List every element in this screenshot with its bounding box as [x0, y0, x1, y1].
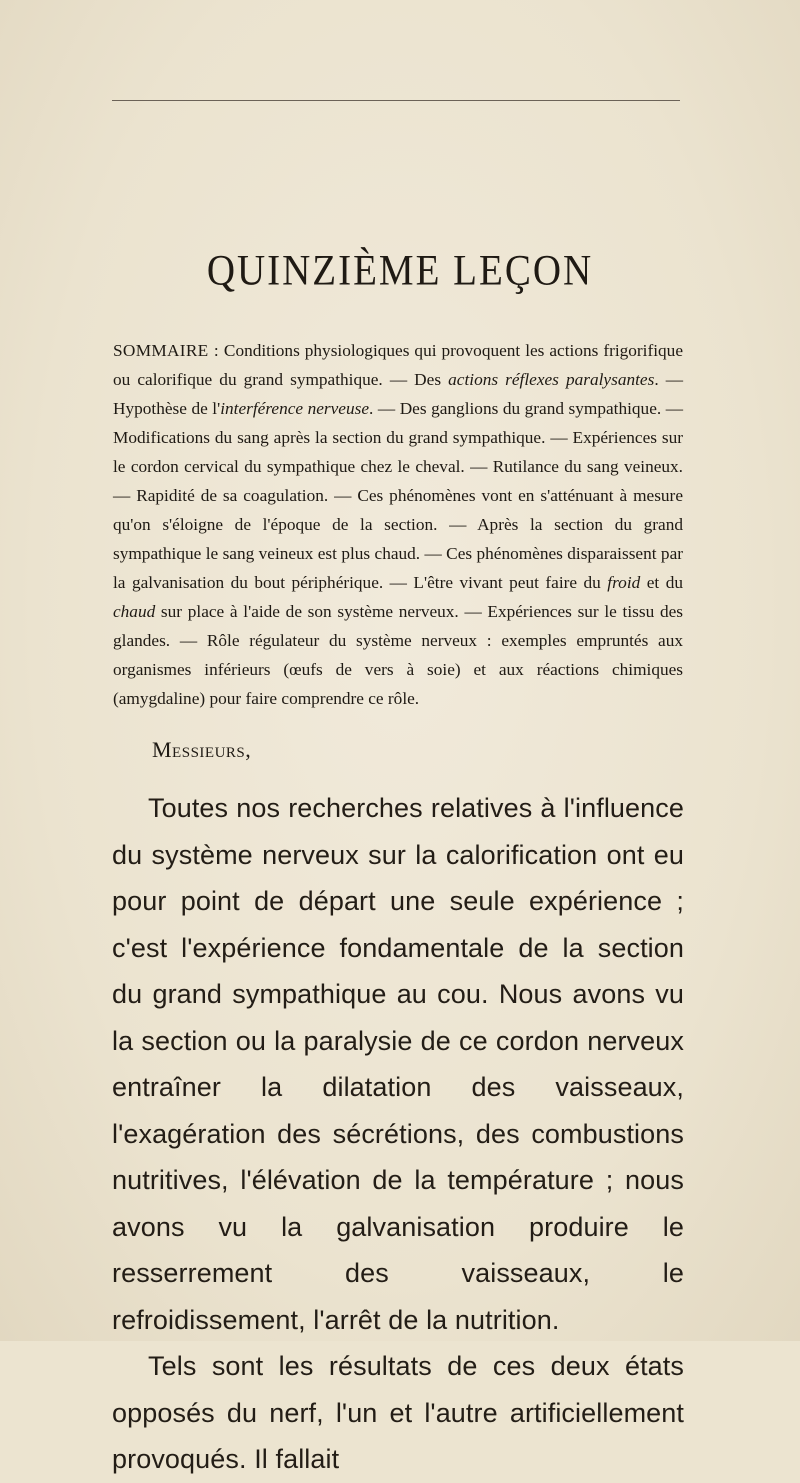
body-text	[112, 785, 684, 1483]
summary-text: Conditions physiologiques qui provoquent les actions frigorifique ou calorifique du grand sympathique. — Des	[113, 341, 683, 389]
lesson-title: QUINZIÈME LEÇON	[206, 246, 594, 295]
salutation: Messieurs,	[152, 737, 252, 762]
summary-text: . — Hypothèse de l'	[113, 370, 683, 418]
summary-label: SOMMAIRE :	[113, 341, 219, 360]
paragraph: Toutes nos recherches relatives à l'influence du système nerveux sur la calorification ont eu pour point de départ une seule expérience ; c'est l'expérience fondamentale de la section du grand sympathique au cou. Nous avons vu la section ou la paralysie de ce cordon nerveux entraîner la dilatation des vaisseaux, l'exagération des sécrétions, des combustions nutritives, l'élévation de la température ; nous avons vu la galvanisation produire le resserrement des vaisseaux, le refroidissement, l'arrêt de la nutrition.	[112, 793, 684, 1335]
summary-italic: froid	[607, 573, 641, 592]
summary-text: . — Des ganglions du grand sympathique. — Modifications du sang après la section du grand sympathique. — Expériences sur le cordon cervical du sympathique chez le cheval. — Rutilance du sang veineux. — Rapidité de sa coagulation. — Ces phénomènes vont en s'atténuant à mesure qu'on s'éloigne de l'époque de la section. — Après la section du grand sympathique le sang veineux est plus chaud. — Ces phénomènes disparaissent par la galvanisation du bout périphérique. — L'être vivant peut faire du	[113, 399, 683, 592]
paragraph: Tels sont les résultats de ces deux états opposés du nerf, l'un et l'autre artificiellement provoqués. Il fallait	[112, 1351, 684, 1474]
summary-text: et du	[640, 573, 683, 592]
summary-italic: interférence nerveuse	[220, 399, 370, 418]
summary-text: sur place à l'aide de son système nerveux. — Expériences sur le tissu des glandes. — Rôle régulateur du système nerveux : exemples empruntés aux organismes inférieurs (œufs de vers à soie) et aux réactions chimiques (amygdaline) pour faire comprendre ce rôle.	[113, 602, 683, 708]
summary-italic: chaud	[113, 602, 156, 621]
header-rule	[112, 100, 680, 101]
summary-block	[113, 336, 683, 713]
summary-italic: actions réflexes paralysantes	[448, 370, 655, 389]
